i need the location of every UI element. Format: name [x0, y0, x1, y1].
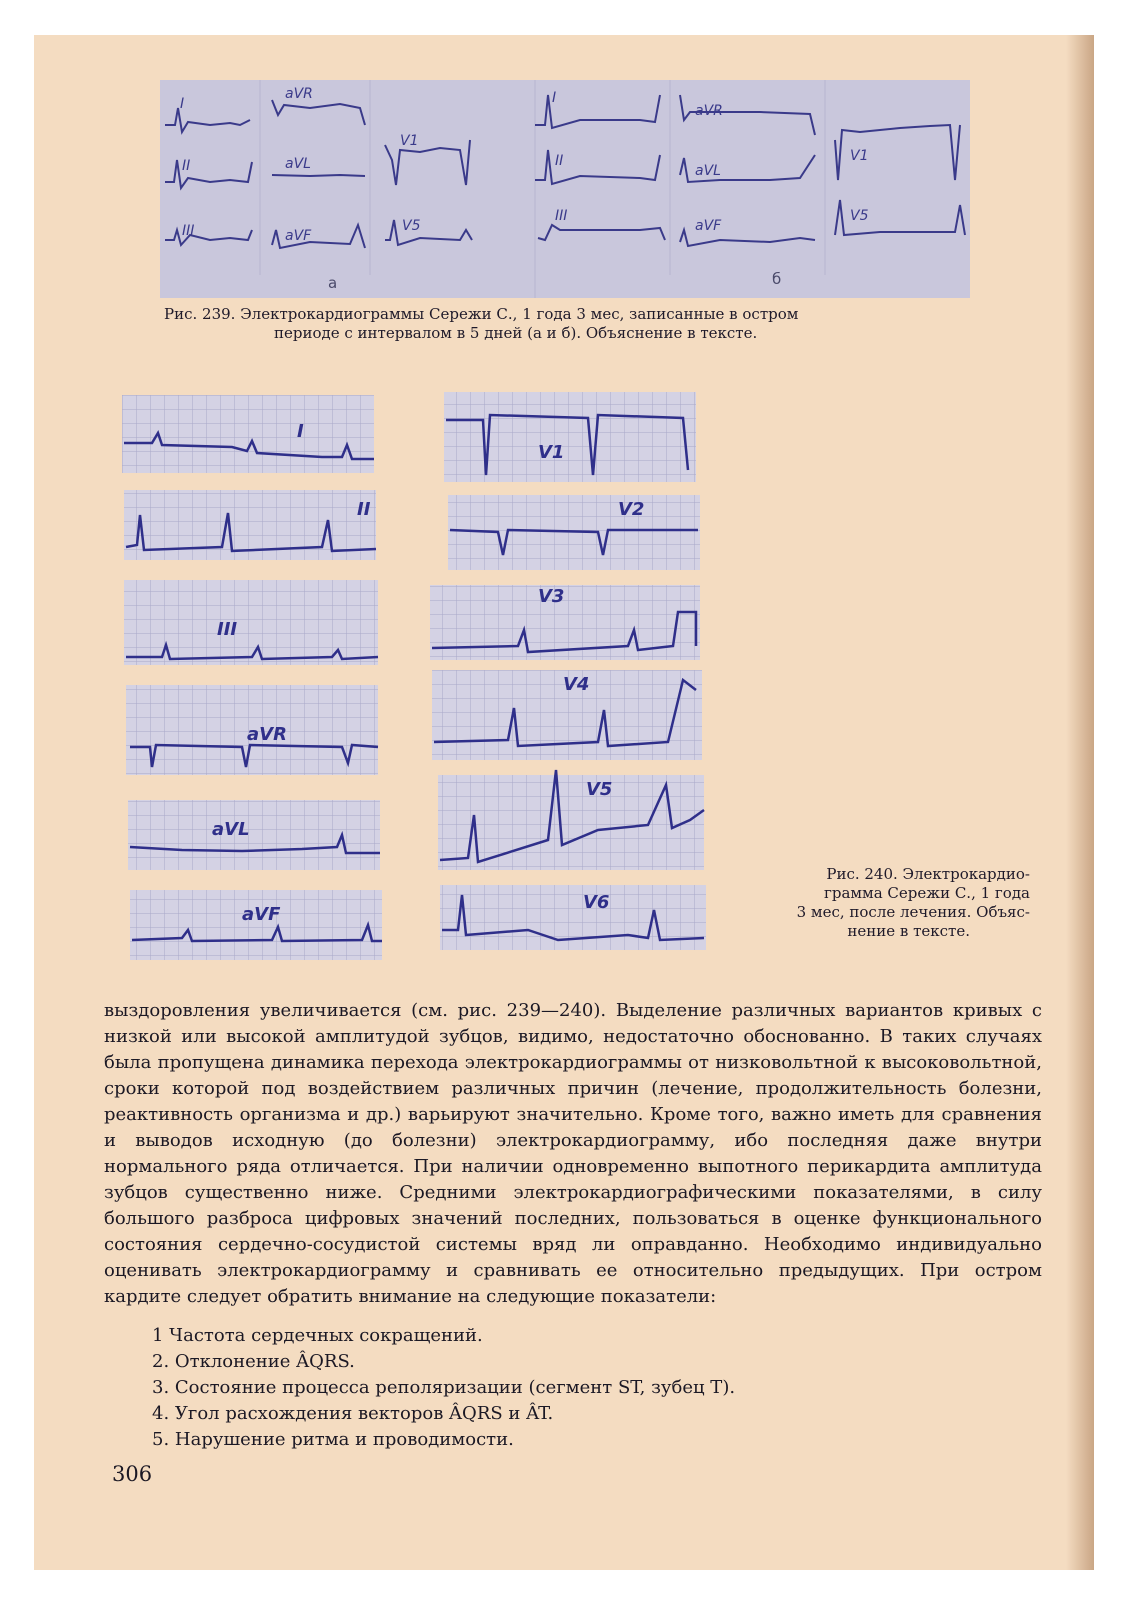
lead-label-aVR: aVR [247, 724, 287, 745]
figure-240-caption-line2: грамма Сережи С., 1 года [823, 884, 1030, 902]
lead-label-V6: V6 [583, 892, 610, 913]
figure-239-caption-line2: периоде с интервалом в 5 дней (а и б). Объяснение в тексте. [274, 324, 758, 342]
lead-label-b-aVL: aVL [695, 163, 721, 179]
lead-label-V5: V5 [586, 779, 613, 800]
list-item: 1 Частота сердечных сокращений. [152, 1325, 483, 1346]
lead-label-a-aVL: aVL [285, 156, 311, 172]
lead-label-a-III: III [182, 223, 195, 239]
panel-label-b: б [772, 270, 782, 288]
list-item: 5. Нарушение ритма и проводимости. [152, 1429, 514, 1450]
lead-label-I: I [297, 421, 304, 442]
body-paragraph-text: выздоровления увеличивается (см. рис. 239—240). Выделение различных вариантов кривых с низкой или высокой амплитудой зубцов, видимо, недостаточно обоснованно. В таких случаях была пропущена динамика перехода электрокардиограммы от низковольтной к высоковольтной, сроки которой под воздействием различных причин (лечение, продолжительность болезни, реактивность организма и др.) варьируют значительно. Кроме того, важно иметь для сравнения и выводов исходную (до болезни) электрокардиограмму, ибо последняя даже внутри нормального ряда отличается. При наличии одновременно выпотного перикардита амплитуда зубцов существенно ниже. Средними электрокардиографическими показателями, в силу большого разброса цифровых значений последних, пользоваться в оценке функционального состояния сердечно-сосудистой системы вряд ли оправданно. Необходимо индивидуально оценивать электрокардиограмму и сравнивать ее относительно предыдущих. При остром кардите следует обратить внимание на следующие показатели: [104, 1000, 1042, 1307]
lead-label-b-III: III [555, 208, 568, 224]
list-item: 2. Отклонение ÂQRS. [152, 1351, 355, 1372]
figure-240-chest-leads [428, 390, 708, 960]
figure-240-caption [755, 865, 1030, 941]
lead-label-a-V1: V1 [400, 133, 419, 149]
lead-label-aVL: aVL [212, 819, 250, 840]
figure-240-caption-line4: нение в тексте. [847, 922, 970, 940]
lead-label-V2: V2 [618, 499, 645, 520]
book-spine-shadow [1066, 35, 1094, 1570]
indicator-list [152, 1323, 735, 1453]
lead-label-III: III [217, 619, 238, 640]
lead-label-II: II [357, 499, 371, 520]
lead-label-b-II: II [555, 153, 564, 169]
lead-label-b-V1: V1 [850, 148, 869, 164]
body-paragraph [104, 998, 1042, 1310]
lead-label-V3: V3 [538, 586, 565, 607]
lead-label-V4: V4 [563, 674, 590, 695]
lead-label-a-V5: V5 [402, 218, 421, 234]
figure-239-ecg [160, 80, 970, 298]
lead-label-a-II: II [182, 158, 191, 174]
lead-label-a-aVF: aVF [285, 228, 312, 244]
lead-label-b-V5: V5 [850, 208, 869, 224]
figure-239-caption [164, 305, 974, 343]
figure-240-caption-line1: Рис. 240. Электрокардио- [826, 865, 1030, 883]
lead-label-a-aVR: aVR [285, 86, 313, 102]
figure-240-caption-line3: 3 мес, после лечения. Объяс- [796, 903, 1030, 921]
figure-240-limb-leads [122, 395, 384, 965]
lead-label-aVF: aVF [242, 904, 281, 925]
lead-label-a-I: I [180, 96, 185, 112]
list-item: 4. Угол расхождения векторов ÂQRS и ÂT. [152, 1403, 554, 1424]
list-item: 3. Состояние процесса реполяризации (сегмент ST, зубец T). [152, 1377, 736, 1398]
lead-label-b-aVR: aVR [695, 103, 723, 119]
panel-label-a: а [328, 274, 338, 292]
figure-239-caption-line1: Рис. 239. Электрокардиограммы Сережи С., 1 года 3 мес, записанные в остром [164, 305, 799, 323]
lead-label-b-aVF: aVF [695, 218, 722, 234]
page-number: 306 [112, 1462, 153, 1486]
lead-label-V1: V1 [538, 442, 565, 463]
lead-label-b-I: I [552, 90, 557, 106]
